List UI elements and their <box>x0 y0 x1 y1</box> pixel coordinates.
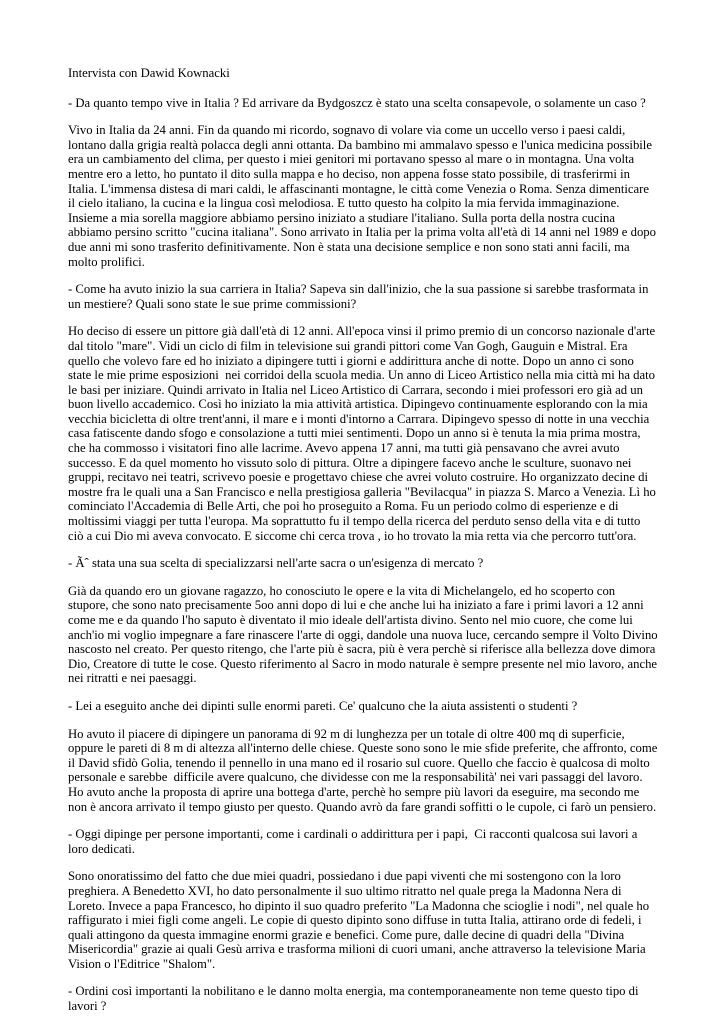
document-title: Intervista con Dawid Kownacki <box>68 66 230 80</box>
answer-paragraph: Già da quando ero un giovane ragazzo, ho conosciuto le opere e la vita di Michelangelo, ed ho scoperto con stupore, che sono nato precisamente 5oo anni dopo di lui e che anche lui ha iniziato a fare i primi lavori a 12 anni come me e da quando l'ho saputo è diventato il mio ideale dell'artista divino. Sento nel mio cuore, che come lui anch'io mi voglio impegnare a fare rinascere l'arte di oggi, dandole una nuova luce, cercando sempre il Volto Divino nascosto nel creato. Per questo ritengo, che l'arte più è sacra, più è vera perchè si riferisce alla bellezza dove dimora Dio, Creatore di tutte le cose. Questo riferimento al Sacro in modo naturale è sempre presente nel mio lavoro, anche nei ritratti e nei paesaggi. <box>68 583 661 686</box>
question-paragraph: - Come ha avuto inizio la sua carriera in Italia? Sapeva sin dall'inizio, che la sua passione si sarebbe trasformata in un mestiere? Quali sono state le sue prime commissioni? <box>68 282 652 311</box>
answer-paragraph: Ho deciso di essere un pittore già dall'età di 12 anni. All'epoca vinsi il primo premio di un concorso nazionale d'arte dal titolo "mare". Vidi un ciclo di film in televisione sui grandi pittori come Van Gogh, Gauguin e Mistral. Era quello che volevo fare ed ho iniziato a dipingere tutti i giorni e addirittura anche di notte. Dopo un anno ci sono state le mie prime esposizioni nei corridoi della scuola media. Un anno di Liceo Artistico nella mia città mi ha dato le basi per iniziare. Quindi arrivato in Italia nel Liceo Artistico di Carrara, secondo i miei professori ero già ad un buon livello accademico. Così ho iniziato la mia attività artistica. Dipingevo continuamente esplorando con la mia vecchia bicicletta di oltre trent'anni, il mare e i monti d'intorno a Carrara. Dipingevo spesso di notte in una vecchia casa fatiscente dando sfogo e consolazione a tutti miei sentimenti. Dopo un anno si è tenuta la mia prima mostra, che ha commosso i visitatori fino alle lacrime. Avevo appena 17 anni, ma tutti già pensavano che avrei avuto successo. E da quel momento ho vissuto solo di pittura. Oltre a dipingere facevo anche le sculture, suonavo nei gruppi, recitavo nei teatri, scrivevo poesie e progettavo chiese che avrei voluto costruire. Ho organizzato decine di mostre fra le quali una a San Francisco e nella prestigiosa galleria "Bevilacqua" in piazza S. Marco a Venezia. Lì ho cominciato l'Accademia di Belle Arti, che poi ho proseguito a Roma. Fu un periodo colmo di esperienze e di moltissimi viaggi per tutta l'europa. Ma soprattutto fu il tempo della ricerca del perduto senso della vita e di tutto ciò a cui Dio mi aveva convocato. E siccome chi cerca trova , io ho trovato la mia retta via che percorro tutt'ora. <box>68 324 660 543</box>
answer-paragraph: Ho avuto il piacere di dipingere un panorama di 92 m di lunghezza per un totale di oltre 400 mq di superficie, oppure le pareti di 8 m di altezza all'interno delle chiese. Queste sono sono le mie sfide preferite, che affronto, come il David sfidò Golia, tenendo il pennello in una mano ed il rosario sul cuore. Quello che faccio è qualcosa di molto personale e sarebbe difficile avere qualcuno, che dividesse con me la responsabilità' nei vari passaggi del lavoro. Ho avuto anche la proposta di aprire una bottega d'arte, perchè ho sempre più lavori da eseguire, ma secondo me non è ancora arrivato il tempo giusto per questo. Quando avrò da fare grandi soffitti o le cupole, ci farò un pensiero. <box>68 726 661 814</box>
answer-paragraph: Sono onoratissimo del fatto che due miei quadri, possiedano i due papi viventi che mi sostengono con la loro preghiera. A Benedetto XVI, ho dato personalmente il suo ultimo ritratto nel quale prega la Madonna Nera di Loreto. Invece a papa Francesco, ho dipinto il suo quadro preferito "La Madonna che scioglie i nodi", nel quale ho raffigurato i miei figli come angeli. Le copie di questo dipinto sono diffuse in tutta Italia, attirano orde di fedeli, i quali attingono da questa immagine enormi grazie e benefici. Come pure, dalle decine di quadri della "Divina Misericordia" grazie ai quali Gesù arriva e trasforma milioni di cuori umani, anche attraverso la televisione Maria Vision o l'Editrice "Shalom". <box>68 869 653 971</box>
question-paragraph: - Lei a eseguito anche dei dipinti sulle enormi pareti. Ce' qualcuno che la aiuta assistenti o studenti ? <box>68 698 578 713</box>
question-paragraph: - Ãˆ stata una sua scelta di specializzarsi nell'arte sacra o un'esigenza di mercato ? <box>68 556 484 571</box>
question-paragraph: - Da quanto tempo vive in Italia ? Ed arrivare da Bydgoszcz è stato una scelta consapevole, o solamente un caso ? <box>68 95 646 110</box>
document-page <box>68 66 661 1027</box>
question-paragraph: - Oggi dipinge per persone importanti, come i cardinali o addirittura per i papi, Ci racconti qualcosa sui lavori a loro dedicati. <box>68 827 641 856</box>
answer-paragraph: Vivo in Italia da 24 anni. Fin da quando mi ricordo, sognavo di volare via come un uccello verso i paesi caldi, lontano dalla grigia realtà polacca degli anni ottanta. Da bambino mi ammalavo spesso e l'unica medicina possibile era un cambiamento del clima, per questo i miei genitori mi portavano spesso al mare o in montagna. Una volta mentre ero a letto, ho puntato il dito sulla mappa e ho deciso, non appena fosse stato possibile, di trasferirmi in Italia. L'immensa distesa di mari caldi, le affascinanti montagne, le città come Venezia o Roma. Senza dimenticare il cielo italiano, la cucina e la lingua così melodiosa. E tutto questo ha colpito la mia fervida immaginazione. Insieme a mia sorella maggiore abbiamo persino iniziato a studiare l'italiano. Sulla porta della nostra cucina abbiamo persino scritto "cucina italiana". Sono arrivato in Italia per la prima volta all'età di 14 anni nel 1989 e dopo due anni mi sono trasferito definitivamente. Non è stata una decisione semplice e non sono stati anni facili, ma molto prolifici. <box>68 123 660 269</box>
question-paragraph: - Ordini così importanti la nobilitano e le danno molta energia, ma contemporaneamente non teme questo tipo di lavori ? <box>68 984 642 1014</box>
